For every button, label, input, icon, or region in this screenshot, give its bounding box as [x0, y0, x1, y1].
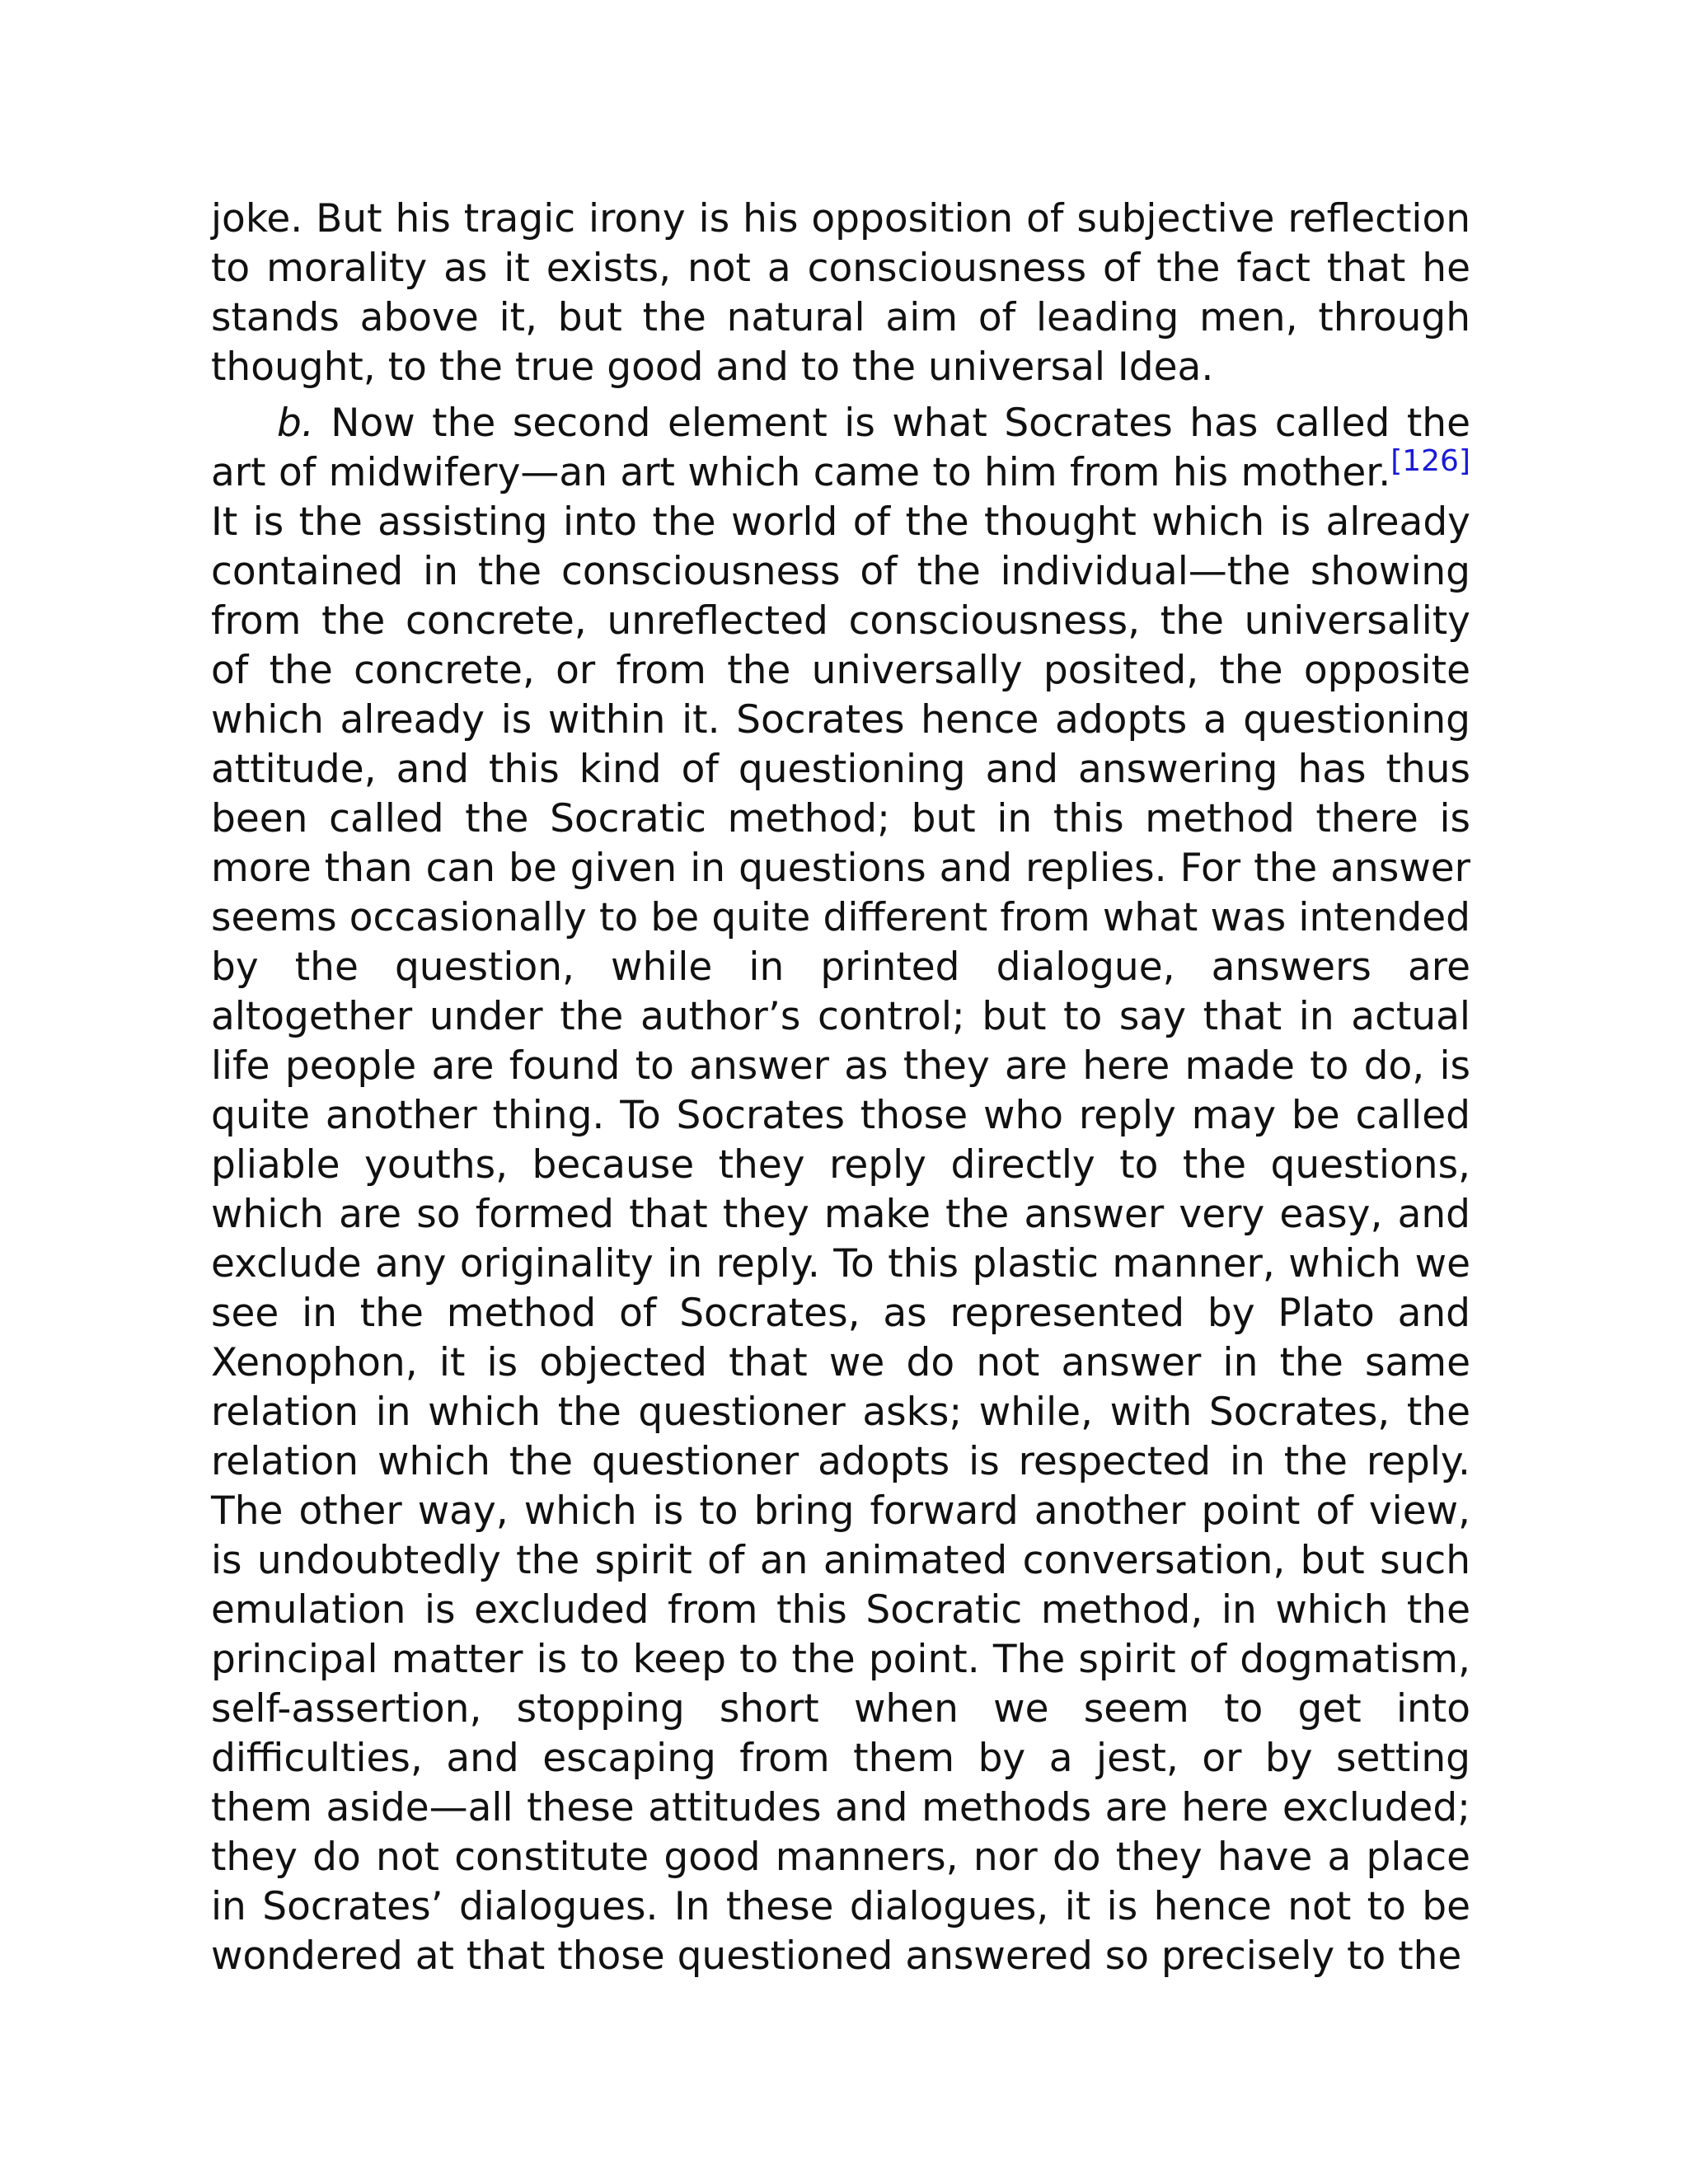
paragraph-continued: joke. But his tragic irony is his opposition of subjective reflection to morality as it exists, not a consciousness of the fact that he stands above it, but the natural aim of leading men, through thought, to the true good and to the universal Idea.: [211, 196, 1470, 390]
paragraph-enumerator: b.: [277, 401, 314, 446]
footnote-link[interactable]: [126]: [1390, 444, 1470, 478]
paragraph-text-before-footnote: Now the second element is what Socrates has called the art of midwifery—an art which came to him from his mother.: [211, 401, 1470, 495]
paragraph-midwifery: [211, 399, 1470, 1981]
paragraph-text-after-footnote: It is the assisting into the world of the thought which is already contained in the consciousness of the individual—the showing from the concrete, unreflected consciousness, the universality of the concrete, or from the universally posited, the opposite which already is within it. Socrates hence adopts a questioning attitude, and this kind of questioning and answering has thus been called the Socratic method; but in this method there is more than can be given in questions and replies. For the answer seems occasionally to be quite different from what was intended by the question, while in printed dialogue, answers are altogether under the author’s control; but to say that in actual life people are found to answer as they are here made to do, is quite another thing. To Socrates those who reply may be called pliable youths, because they reply directly to the questions, which are so formed that they make the answer very easy, and exclude any originality in reply. To this plastic manner, which we see in the method of Socrates, as represented by Plato and Xenophon, it is objected that we do not answer in the same relation in which the questioner asks; while, with Socrates, the relation which the questioner adopts is respected in the reply. The other way, which is to bring forward another point of view, is undoubtedly the spirit of an animated conversation, but such emulation is excluded from this Socratic method, in which the principal matter is to keep to the point. The spirit of dogmatism, self-assertion, stopping short when we seem to get into difficulties, and escaping from them by a jest, or by setting them aside—all these attitudes and methods are here excluded; they do not constitute good manners, nor do they have a place in Socrates’ dialogues. In these dialogues, it is hence not to be wondered at that those questioned answered so precisely to the: [211, 499, 1470, 1979]
page-body: [211, 194, 1470, 1981]
